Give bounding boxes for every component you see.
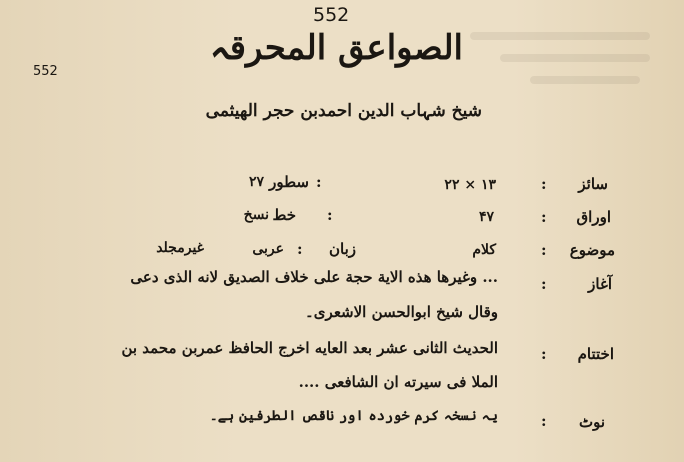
- beginning-colon: :: [541, 275, 547, 293]
- manuscript-title: الصواعق المحرقہ: [209, 28, 463, 68]
- subject-value: کلام: [472, 242, 496, 258]
- note-colon: :: [541, 412, 547, 430]
- lines-label: سطور: [269, 173, 309, 191]
- manuscript-author: شیخ شہاب الدین احمدبن حجر الهیثمی: [205, 101, 482, 121]
- pages-colon: :: [541, 208, 547, 226]
- language-label: زبان: [328, 240, 356, 258]
- ending-colon: :: [541, 345, 547, 363]
- show-through-text: [470, 18, 670, 128]
- language-colon: :: [297, 240, 303, 258]
- script-colon: :: [327, 206, 333, 224]
- subject-label: موضوع: [569, 241, 615, 259]
- pages-label: اوراق: [576, 208, 611, 226]
- ending-line-1: الحدیث الثانی عشر بعد العایه اخرج الحافظ عمربن محمد بن: [121, 339, 498, 357]
- page-number: 552: [313, 4, 350, 26]
- side-page-number: 552: [33, 64, 58, 79]
- script-label: خط: [272, 206, 296, 224]
- pages-value: ۴۷: [478, 209, 494, 225]
- subject-colon: :: [541, 241, 547, 259]
- beginning-line-1: ... وغیرها هذه الایة حجة علی خلاف الصدیق لانه الذی دعی: [130, 268, 498, 286]
- note-label: نوٹ: [578, 413, 605, 431]
- size-colon: :: [541, 175, 547, 193]
- beginning-line-2: وقال شیخ ابوالحسن الاشعری۔: [305, 303, 498, 321]
- ending-line-2: الملا فی سیرته ان الشافعی ....: [298, 373, 498, 391]
- ending-label: اختتام: [577, 345, 614, 363]
- lines-value: ۲۷: [248, 174, 264, 190]
- note-value: یہ نسخہ کرم خوردہ اور ناقص الطرفین ہے۔: [209, 408, 498, 424]
- script-value: نسخ: [243, 207, 269, 223]
- size-value: ۱۳ × ۲۲: [444, 177, 496, 193]
- language-value: عربی: [252, 241, 284, 257]
- lines-colon: :: [316, 173, 322, 191]
- size-label: سائز: [578, 175, 608, 193]
- binding-value: غیرمجلد: [156, 240, 204, 256]
- beginning-label: آغاز: [588, 275, 612, 293]
